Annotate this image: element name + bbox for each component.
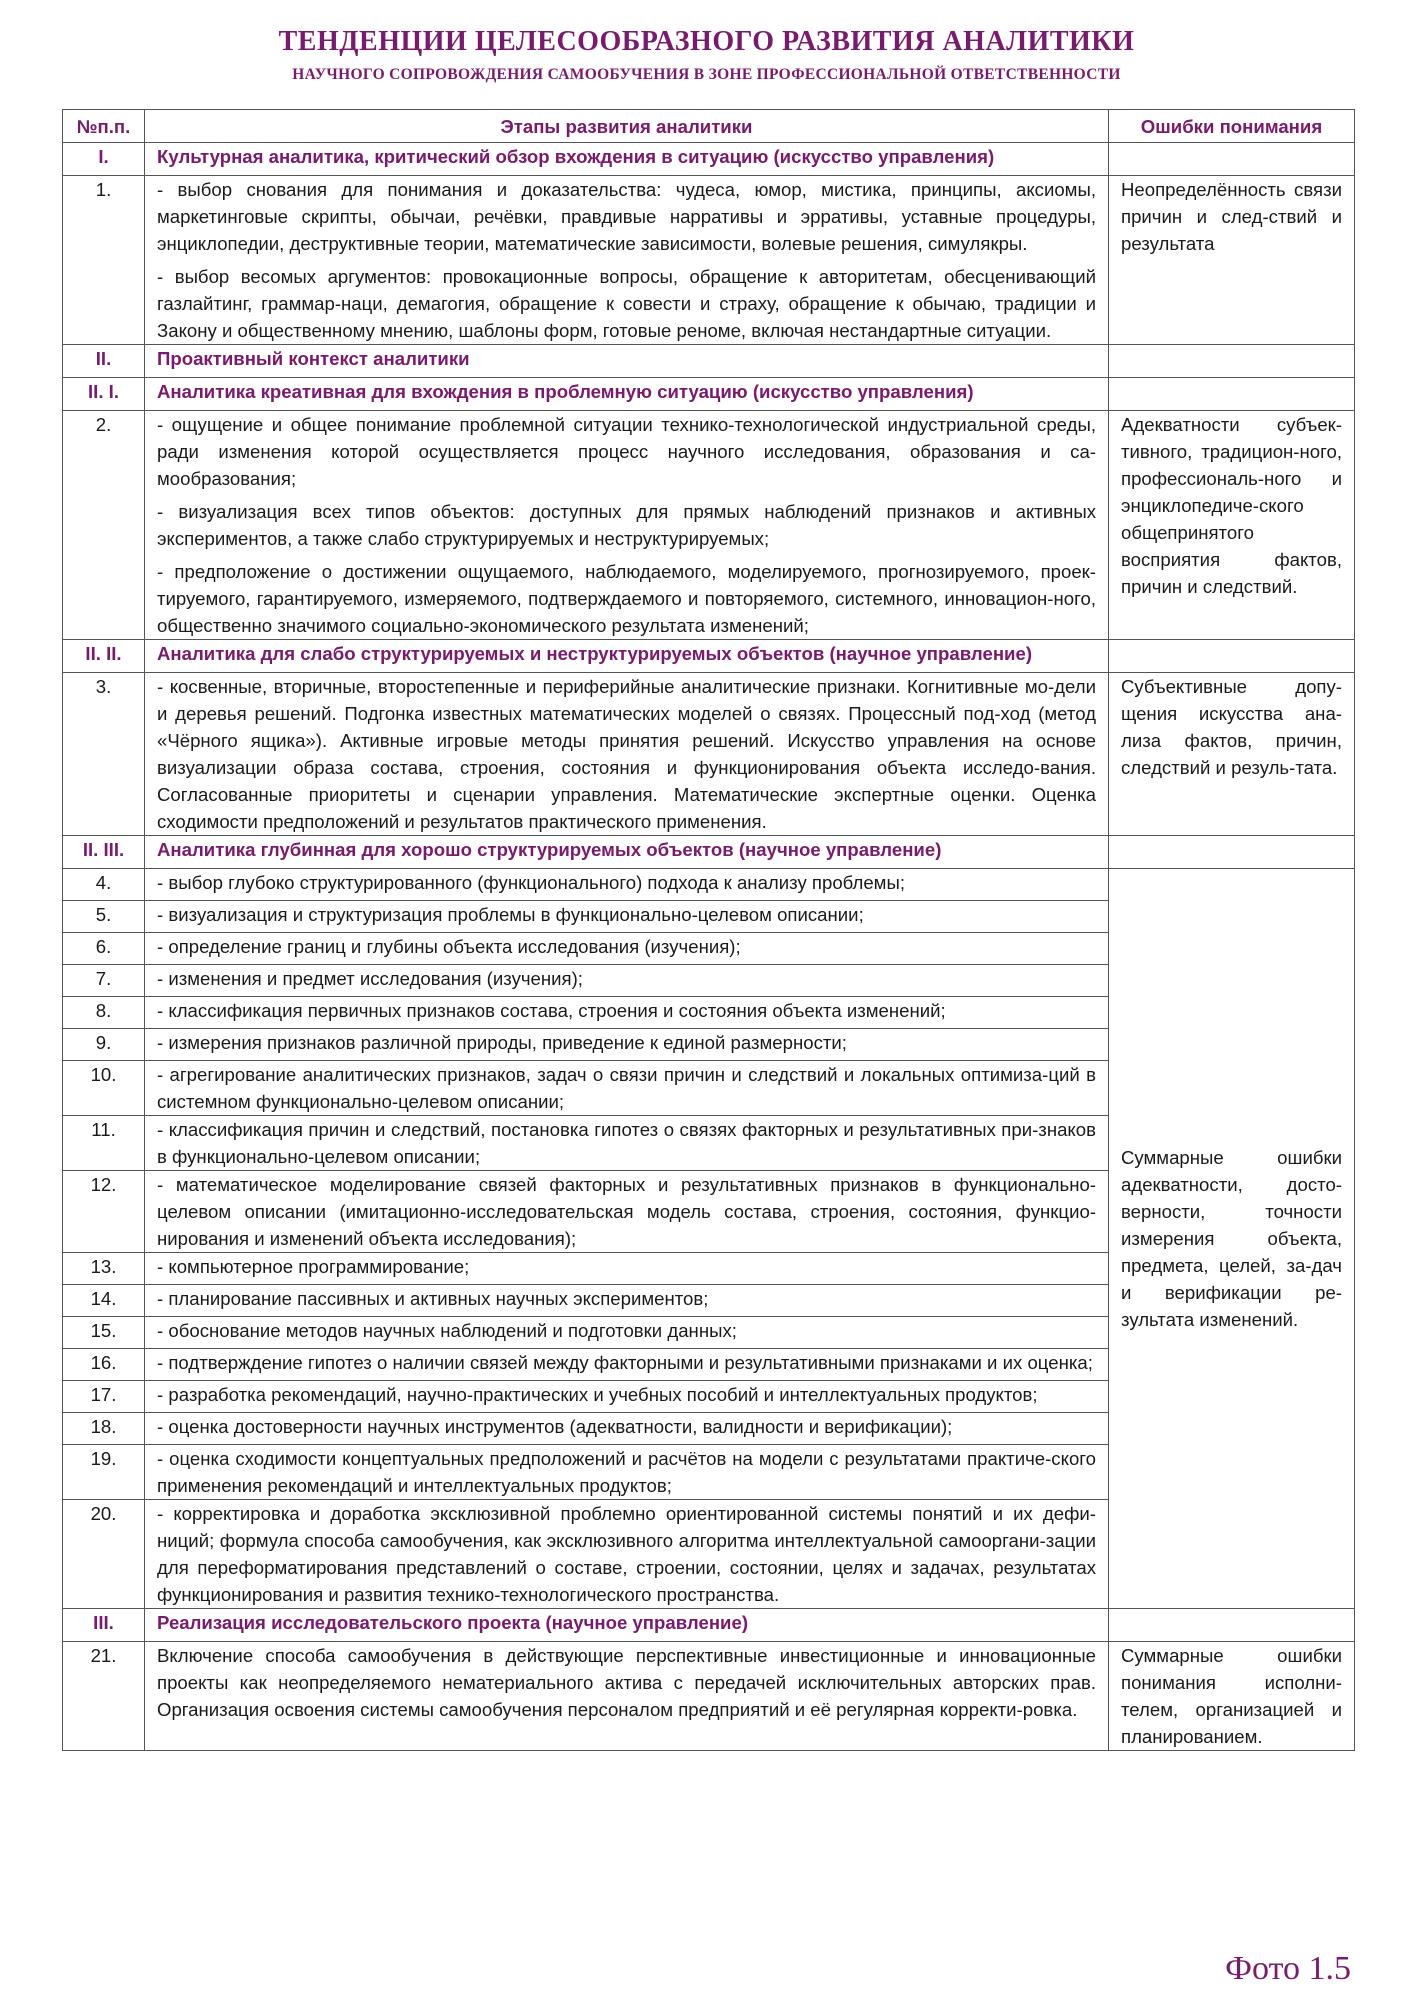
row-num: 10. [63,1061,145,1116]
row-text [145,176,1109,345]
section-title: Культурная аналитика, критический обзор вхождения в ситуацию (искусство управления) [145,143,1109,176]
row-paragraph: - визуализация всех типов объектов: доступных для прямых наблюдений признаков и активных экспериментов, а также слабо структурируемых и неструктурируемых; [157,501,1096,549]
row-num: 18. [63,1413,145,1445]
section-row [63,345,1355,378]
section-num: II. [63,345,145,378]
document-subtitle: НАУЧНОГО СОПРОВОЖДЕНИЯ САМООБУЧЕНИЯ В ЗОНЕ ПРОФЕССИОНАЛЬНОЙ ОТВЕТСТВЕННОСТИ [292,66,1121,83]
row-text: - классификация причин и следствий, постановка гипотез о связях факторных и результативных при-знаков в функционально-целевом описании; [145,1116,1109,1171]
row-num: 17. [63,1381,145,1413]
row-num: 16. [63,1349,145,1381]
row-text: - выбор глубоко структурированного (функционального) подхода к анализу проблемы; [145,869,1109,901]
row-paragraph: - предположение о достижении ощущаемого, наблюдаемого, моделируемого, прогнозируемого, проек-тируемого, гарантируемого, измеряемого, подтверждаемого и повторяемого, системного, инновацион-ного, общественно значимого социально-экономического результата изменений; [157,561,1096,636]
section-num: II. III. [63,836,145,869]
analytics-table [62,109,1355,1751]
section-title: Аналитика глубинная для хорошо структурируемых объектов (научное управление) [145,836,1109,869]
row-num: 5. [63,901,145,933]
section-error-cell [1109,836,1355,869]
row-text [145,411,1109,640]
row-num: 19. [63,1445,145,1500]
section-title: Аналитика креативная для вхождения в проблемную ситуацию (искусство управления) [145,378,1109,411]
row-text: - математическое моделирование связей факторных и результативных признаков в функционально-целевом описании (имитационно-исследовательская модель состава, строения, состояния, функцио-нирования и изменений объекта исследования); [145,1171,1109,1253]
row-text: - подтверждение гипотез о наличии связей между факторными и результативными признаками и их оценка; [145,1349,1109,1381]
row-text: Включение способа самообучения в действующие перспективные инвестиционные и инновационные проекты как неопределяемого нематериального актива с передачей исключительных авторских прав. Организация освоения системы самообучения персоналом предприятий и её регулярная корректи-ровка. [145,1642,1109,1751]
row-num: 1. [63,176,145,345]
row-text: - измерения признаков различной природы, приведение к единой размерности; [145,1029,1109,1061]
row-error: Адекватности субъек-тивного, традицион-ного, профессиональ-ного и энциклопедиче-ского общепринятого восприятия фактов, причин и следствий. [1109,411,1355,640]
section-row [63,378,1355,411]
row-num: 13. [63,1253,145,1285]
header-errors: Ошибки понимания [1109,110,1355,143]
section-num: III. [63,1609,145,1642]
row-num: 7. [63,965,145,997]
section-num: II. I. [63,378,145,411]
row-num: 21. [63,1642,145,1751]
row-paragraph: - косвенные, вторичные, второстепенные и периферийные аналитические признаки. Когнитивные мо-дели и деревья решений. Подгонка известных математических моделей о связях. Процессный под-ход (метод «Чёрного ящика»). Активные игровые методы принятия решений. Искусство управления на основе визуализации образа состава, строения, состояния и функционирования объекта исследо-вания. Согласованные приоритеты и сценарии управления. Математические экспертные оценки. Оценка сходимости предположений и результатов практического применения. [157,676,1096,832]
row-num: 14. [63,1285,145,1317]
row-text: - классификация первичных признаков состава, строения и состояния объекта изменений; [145,997,1109,1029]
section-error-cell [1109,143,1355,176]
row-num: 4. [63,869,145,901]
section-error-cell [1109,345,1355,378]
section-row [63,836,1355,869]
row-error: Суммарные ошибки адекватности, досто-верности, точности измерения объекта, предмета, целей, за-дач и верификации ре-зультата изменений. [1109,869,1355,1609]
row-num: 9. [63,1029,145,1061]
row-text: - оценка достоверности научных инструментов (адекватности, валидности и верификации); [145,1413,1109,1445]
row-text: - корректировка и доработка эксклюзивной проблемно ориентированной системы понятий и их дефи-ниций; формула способа самообучения, как эксклюзивного алгоритма интеллектуальной самооргани-зации для переформатирования представлений о составе, строении, состоянии, целях и задачах, результатах функционирования и развития технико-технологического пространства. [145,1500,1109,1609]
row-num: 8. [63,997,145,1029]
row-text: - агрегирование аналитических признаков, задач о связи причин и следствий и локальных оптимиза-ций в системном функционально-целевом описании; [145,1061,1109,1116]
row-error: Неопределённость связи причин и след-ствий и результата [1109,176,1355,345]
section-row [63,640,1355,673]
section-title: Реализация исследовательского проекта (научное управление) [145,1609,1109,1642]
row-text: - обоснование методов научных наблюдений и подготовки данных; [145,1317,1109,1349]
section-title: Аналитика для слабо структурируемых и неструктурируемых объектов (научное управление) [145,640,1109,673]
table-header-row [63,110,1355,143]
table-row [63,176,1355,345]
document-title: ТЕНДЕНЦИИ ЦЕЛЕСООБРАЗНОГО РАЗВИТИЯ АНАЛИТИКИ [278,26,1135,57]
section-row [63,143,1355,176]
row-num: 11. [63,1116,145,1171]
row-text: - планирование пассивных и активных научных экспериментов; [145,1285,1109,1317]
photo-caption: Фото 1.5 [1225,1950,1351,1987]
section-title: Проактивный контекст аналитики [145,345,1109,378]
row-text: - компьютерное программирование; [145,1253,1109,1285]
row-text: - изменения и предмет исследования (изучения); [145,965,1109,997]
table-row [63,673,1355,836]
header-num: №п.п. [63,110,145,143]
section-error-cell [1109,1609,1355,1642]
row-num: 3. [63,673,145,836]
row-num: 20. [63,1500,145,1609]
row-text [145,673,1109,836]
row-error: Субъективные допу-щения искусства ана-лиза фактов, причин, следствий и резуль-тата. [1109,673,1355,836]
row-paragraph: - выбор весомых аргументов: провокационные вопросы, обращение к авторитетам, обесценивающий газлайтинг, граммар-наци, демагогия, обращение к совести и страху, обращение к обычаю, традиции и Закону и общественному мнению, шаблоны форм, готовые реноме, включая нестандартные ситуации. [157,266,1096,341]
row-error: Суммарные ошибки понимания исполни-телем, организацией и планированием. [1109,1642,1355,1751]
table-row [63,869,1355,901]
row-paragraph: - выбор снования для понимания и доказательства: чудеса, юмор, мистика, принципы, аксиомы, маркетинговые скрипты, обычаи, речёвки, правдивые нарративы и эрративы, уставные процедуры, энциклопедии, деструктивные теории, математические зависимости, волевые решения, симулякры. [157,179,1096,254]
row-paragraph: - ощущение и общее понимание проблемной ситуации технико-технологической индустриальной среды, ради изменения которой осуществляется процесс научного исследования, образования и са-мообразования; [157,414,1096,489]
row-text: - визуализация и структуризация проблемы в функционально-целевом описании; [145,901,1109,933]
row-num: 6. [63,933,145,965]
header-stages: Этапы развития аналитики [145,110,1109,143]
table-row [63,1642,1355,1751]
section-num: I. [63,143,145,176]
section-row [63,1609,1355,1642]
section-num: II. II. [63,640,145,673]
row-text: - оценка сходимости концептуальных предположений и расчётов на модели с результатами практиче-ского применения рекомендаций и интеллектуальных продуктов; [145,1445,1109,1500]
section-error-cell [1109,378,1355,411]
row-num: 2. [63,411,145,640]
section-error-cell [1109,640,1355,673]
row-num: 15. [63,1317,145,1349]
row-num: 12. [63,1171,145,1253]
row-text: - определение границ и глубины объекта исследования (изучения); [145,933,1109,965]
row-text: - разработка рекомендаций, научно-практических и учебных пособий и интеллектуальных продуктов; [145,1381,1109,1413]
table-row [63,411,1355,640]
